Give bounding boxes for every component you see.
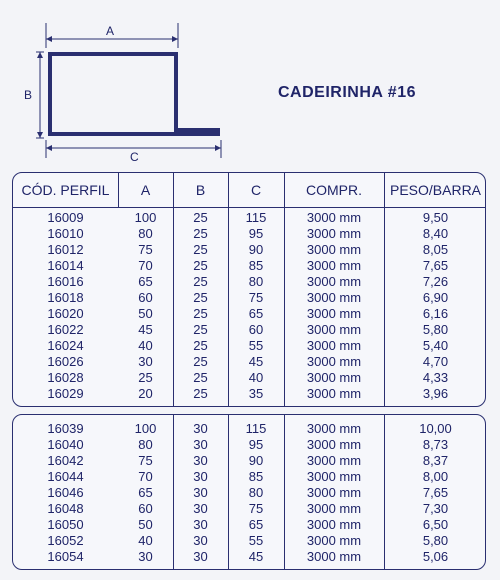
cell-c: 65 bbox=[248, 306, 264, 321]
cell-cod-perfil: 16014 bbox=[47, 258, 84, 273]
cell-c: 75 bbox=[248, 501, 264, 516]
table-row bbox=[13, 485, 485, 501]
cell-compr: 3000 mm bbox=[306, 469, 362, 484]
cell-cod-perfil: 16022 bbox=[47, 322, 84, 337]
cell-peso-barra: 5,40 bbox=[422, 338, 449, 353]
cell-cod-perfil: 16020 bbox=[47, 306, 84, 321]
cell-b: 25 bbox=[193, 226, 208, 241]
table-row bbox=[13, 258, 485, 274]
table-row bbox=[13, 354, 485, 370]
page-title: CADEIRINHA #16 bbox=[278, 84, 416, 101]
cell-a: 30 bbox=[138, 354, 153, 369]
cell-cod-perfil: 16029 bbox=[47, 386, 84, 401]
header-b: B bbox=[195, 182, 206, 198]
cell-a: 45 bbox=[138, 322, 153, 337]
cell-cod-perfil: 16044 bbox=[47, 469, 84, 484]
cell-compr: 3000 mm bbox=[306, 226, 362, 241]
cell-b: 25 bbox=[193, 306, 208, 321]
cell-peso-barra: 6,16 bbox=[422, 306, 449, 321]
cell-a: 30 bbox=[138, 549, 153, 564]
cell-compr: 3000 mm bbox=[306, 549, 362, 564]
table-row bbox=[13, 437, 485, 453]
cell-peso-barra: 5,80 bbox=[422, 533, 449, 548]
cell-compr: 3000 mm bbox=[306, 517, 362, 532]
cell-a: 75 bbox=[138, 242, 153, 257]
cell-a: 60 bbox=[138, 501, 153, 516]
cell-peso-barra: 8,05 bbox=[422, 242, 449, 257]
cell-c: 35 bbox=[248, 386, 264, 401]
cell-cod-perfil: 16026 bbox=[47, 354, 84, 369]
cell-c: 45 bbox=[248, 354, 264, 369]
table-row bbox=[13, 517, 485, 533]
cell-b: 25 bbox=[193, 338, 208, 353]
cell-c: 55 bbox=[248, 533, 264, 548]
cell-b: 25 bbox=[193, 386, 208, 401]
table-row bbox=[13, 306, 485, 322]
cell-b: 30 bbox=[193, 421, 208, 436]
table-row bbox=[13, 210, 485, 226]
header-peso-barra: PESO/BARRA bbox=[389, 182, 482, 198]
cell-b: 30 bbox=[193, 533, 208, 548]
cell-c: 65 bbox=[248, 517, 264, 532]
table-row bbox=[13, 549, 485, 565]
cell-cod-perfil: 16048 bbox=[47, 501, 84, 516]
cell-b: 25 bbox=[193, 274, 208, 289]
cell-peso-barra: 10,00 bbox=[419, 421, 452, 436]
table-row bbox=[13, 226, 485, 242]
cell-a: 65 bbox=[138, 274, 153, 289]
cell-a: 40 bbox=[138, 338, 153, 353]
dimension-label-a: A bbox=[106, 24, 115, 38]
cell-peso-barra: 3,96 bbox=[422, 386, 449, 401]
cell-c: 85 bbox=[248, 469, 264, 484]
cell-compr: 3000 mm bbox=[306, 386, 362, 401]
table-row bbox=[13, 533, 485, 549]
cell-compr: 3000 mm bbox=[306, 306, 362, 321]
cell-compr: 3000 mm bbox=[306, 258, 362, 273]
cell-compr: 3000 mm bbox=[306, 354, 362, 369]
cell-b: 25 bbox=[193, 258, 208, 273]
profile-table-2 bbox=[12, 414, 486, 570]
table-row bbox=[13, 290, 485, 306]
header-c: C bbox=[250, 182, 262, 198]
table-row bbox=[13, 386, 485, 402]
cell-cod-perfil: 16012 bbox=[47, 242, 84, 257]
cell-c: 95 bbox=[248, 437, 264, 452]
cell-a: 40 bbox=[138, 533, 153, 548]
cell-compr: 3000 mm bbox=[306, 501, 362, 516]
cell-b: 25 bbox=[193, 210, 208, 225]
cell-c: 95 bbox=[248, 226, 264, 241]
cell-cod-perfil: 16042 bbox=[47, 453, 84, 468]
cell-b: 25 bbox=[193, 242, 208, 257]
cell-b: 25 bbox=[193, 322, 208, 337]
cell-compr: 3000 mm bbox=[306, 274, 362, 289]
cell-c: 40 bbox=[248, 370, 264, 385]
cell-compr: 3000 mm bbox=[306, 453, 362, 468]
cell-b: 30 bbox=[193, 437, 208, 452]
cell-compr: 3000 mm bbox=[306, 421, 362, 436]
table-row bbox=[13, 501, 485, 517]
cell-compr: 3000 mm bbox=[306, 242, 362, 257]
cell-a: 100 bbox=[134, 210, 157, 225]
cell-peso-barra: 4,33 bbox=[422, 370, 449, 385]
profile-drawing bbox=[0, 0, 240, 170]
cell-c: 90 bbox=[248, 242, 264, 257]
cell-compr: 3000 mm bbox=[306, 437, 362, 452]
table-row bbox=[13, 242, 485, 258]
cell-compr: 3000 mm bbox=[306, 533, 362, 548]
cell-b: 25 bbox=[193, 290, 208, 305]
cell-a: 65 bbox=[138, 485, 153, 500]
cell-a: 80 bbox=[138, 226, 153, 241]
cell-peso-barra: 7,65 bbox=[422, 258, 449, 273]
cell-a: 50 bbox=[138, 517, 153, 532]
cell-compr: 3000 mm bbox=[306, 370, 362, 385]
cell-c: 60 bbox=[248, 322, 264, 337]
cell-peso-barra: 6,50 bbox=[422, 517, 449, 532]
cell-c: 55 bbox=[248, 338, 264, 353]
cell-c: 115 bbox=[245, 210, 267, 225]
table-row bbox=[13, 322, 485, 338]
cell-cod-perfil: 16039 bbox=[47, 421, 84, 436]
dimension-label-b: B bbox=[24, 88, 33, 102]
cell-a: 60 bbox=[138, 290, 153, 305]
header-compr: COMPR. bbox=[306, 182, 362, 198]
cell-peso-barra: 7,30 bbox=[422, 501, 449, 516]
cell-peso-barra: 5,06 bbox=[422, 549, 449, 564]
cell-b: 30 bbox=[193, 453, 208, 468]
cell-b: 30 bbox=[193, 469, 208, 484]
cell-peso-barra: 8,40 bbox=[422, 226, 449, 241]
cell-a: 100 bbox=[134, 421, 157, 436]
cell-a: 75 bbox=[138, 453, 153, 468]
cell-peso-barra: 8,73 bbox=[422, 437, 449, 452]
cell-c: 45 bbox=[248, 549, 264, 564]
profile-table-1 bbox=[12, 172, 486, 407]
cell-a: 80 bbox=[138, 437, 153, 452]
header-cod-perfil: CÓD. PERFIL bbox=[21, 182, 110, 198]
table-row bbox=[13, 370, 485, 386]
cell-c: 115 bbox=[245, 421, 267, 436]
header-a: A bbox=[140, 182, 151, 198]
cell-cod-perfil: 16050 bbox=[47, 517, 84, 532]
cell-cod-perfil: 16052 bbox=[47, 533, 84, 548]
cell-peso-barra: 9,50 bbox=[422, 210, 449, 225]
table-row bbox=[13, 453, 485, 469]
table-row bbox=[13, 338, 485, 354]
cell-cod-perfil: 16009 bbox=[47, 210, 84, 225]
cell-compr: 3000 mm bbox=[306, 485, 362, 500]
cell-c: 80 bbox=[248, 274, 264, 289]
cell-c: 80 bbox=[248, 485, 264, 500]
cell-peso-barra: 8,00 bbox=[422, 469, 449, 484]
cell-cod-perfil: 16018 bbox=[47, 290, 84, 305]
cell-compr: 3000 mm bbox=[306, 322, 362, 337]
cell-cod-perfil: 16024 bbox=[47, 338, 84, 353]
cell-cod-perfil: 16054 bbox=[47, 549, 84, 564]
cell-compr: 3000 mm bbox=[306, 210, 362, 225]
table-row bbox=[13, 469, 485, 485]
cell-c: 90 bbox=[248, 453, 264, 468]
cell-a: 70 bbox=[138, 469, 153, 484]
cell-b: 30 bbox=[193, 549, 208, 564]
cell-cod-perfil: 16010 bbox=[47, 226, 84, 241]
cell-peso-barra: 7,65 bbox=[422, 485, 449, 500]
cell-cod-perfil: 16046 bbox=[47, 485, 84, 500]
cell-c: 75 bbox=[248, 290, 264, 305]
cell-compr: 3000 mm bbox=[306, 290, 362, 305]
cell-peso-barra: 8,37 bbox=[422, 453, 449, 468]
cell-cod-perfil: 16016 bbox=[47, 274, 84, 289]
cell-b: 30 bbox=[193, 501, 208, 516]
cell-peso-barra: 7,26 bbox=[422, 274, 449, 289]
cell-a: 20 bbox=[138, 386, 153, 401]
cell-b: 30 bbox=[193, 517, 208, 532]
cell-a: 50 bbox=[138, 306, 153, 321]
cell-b: 25 bbox=[193, 354, 208, 369]
cell-cod-perfil: 16040 bbox=[47, 437, 84, 452]
table-header bbox=[13, 173, 485, 208]
cell-b: 30 bbox=[193, 485, 208, 500]
table-row bbox=[13, 421, 485, 437]
cell-compr: 3000 mm bbox=[306, 338, 362, 353]
cell-a: 25 bbox=[138, 370, 153, 385]
cell-peso-barra: 6,90 bbox=[422, 290, 449, 305]
cell-cod-perfil: 16028 bbox=[47, 370, 84, 385]
cell-peso-barra: 5,80 bbox=[422, 322, 449, 337]
cell-b: 25 bbox=[193, 370, 208, 385]
cell-a: 70 bbox=[138, 258, 153, 273]
table-row bbox=[13, 274, 485, 290]
dimension-label-c: C bbox=[130, 150, 139, 164]
cell-c: 85 bbox=[248, 258, 264, 273]
column-divider bbox=[118, 173, 119, 207]
profile-diagram bbox=[0, 0, 240, 170]
cell-peso-barra: 4,70 bbox=[422, 354, 449, 369]
